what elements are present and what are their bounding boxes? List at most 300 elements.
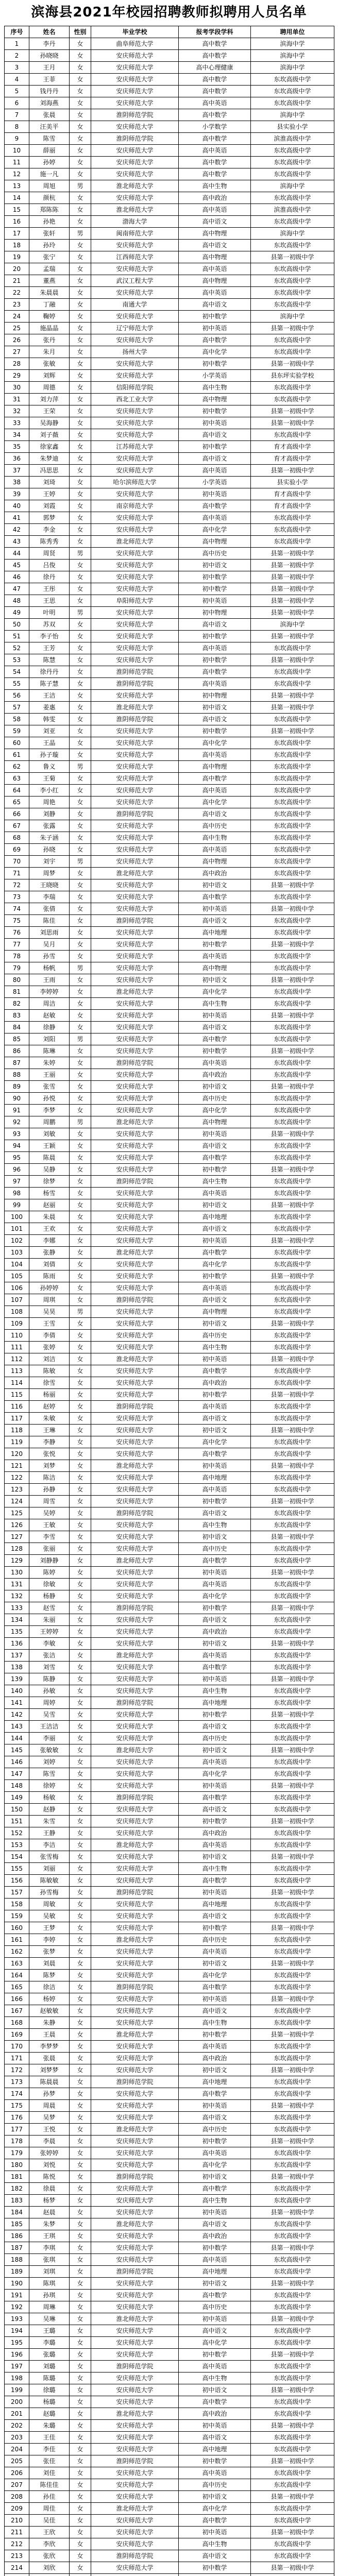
cell-gender: 女 <box>70 1045 91 1057</box>
cell-school: 安庆师范大学 <box>91 571 179 583</box>
cell-subject: 初中英语 <box>179 1993 251 2005</box>
cell-gender: 女 <box>70 251 91 263</box>
cell-school: 安庆师范大学 <box>91 1531 179 1543</box>
cell-gender: 女 <box>70 346 91 358</box>
table-row <box>5 1365 334 1377</box>
cell-gender: 男 <box>70 1033 91 1045</box>
cell-subject: 高中语文 <box>179 1223 251 1235</box>
cell-gender: 女 <box>70 1721 91 1733</box>
cell-index: 179 <box>5 2147 29 2159</box>
cell-gender: 男 <box>70 1116 91 1128</box>
table-row <box>5 974 334 986</box>
cell-employer: 东坎高级中学 <box>251 1069 334 1081</box>
cell-gender: 女 <box>70 725 91 737</box>
cell-name: 徐静 <box>29 1022 70 1033</box>
cell-subject: 小学数学 <box>179 121 251 133</box>
table-row <box>5 1140 334 1152</box>
cell-name: 孙静 <box>29 1484 70 1496</box>
cell-name: 李瑞 <box>29 891 70 903</box>
cell-index: 40 <box>5 500 29 512</box>
cell-gender: 女 <box>70 2064 91 2076</box>
table-row <box>5 1863 334 1875</box>
table-row <box>5 714 334 725</box>
table-row <box>5 74 334 86</box>
cell-subject: 初中语文 <box>179 702 251 714</box>
table-row <box>5 2041 334 2053</box>
cell-index: 47 <box>5 583 29 595</box>
cell-employer: 县第一初级中学 <box>251 465 334 477</box>
cell-gender: 女 <box>70 1851 91 1863</box>
cell-index: 170 <box>5 2041 29 2053</box>
cell-school: 安庆师范大学 <box>91 974 179 986</box>
cell-school: 安庆师范大学 <box>91 749 179 761</box>
cell-subject: 高中生物 <box>179 1342 251 1353</box>
table-row <box>5 2005 334 2017</box>
table-row <box>5 962 334 974</box>
cell-index: 201 <box>5 2408 29 2420</box>
cell-school: 安庆师范大学 <box>91 939 179 951</box>
cell-gender: 女 <box>70 1294 91 1306</box>
cell-index: 184 <box>5 2207 29 2218</box>
cell-school: 淮北师范大学 <box>91 702 179 714</box>
table-row <box>5 1105 334 1116</box>
cell-name: 杨丽 <box>29 1389 70 1401</box>
cell-employer: 东坎高级中学 <box>251 2017 334 2029</box>
cell-index: 185 <box>5 2218 29 2230</box>
cell-subject: 高中生物 <box>179 832 251 844</box>
cell-school: 淮北师范大学 <box>91 1650 179 1662</box>
cell-employer: 育才高级中学 <box>251 453 334 465</box>
cell-subject: 高中语文 <box>179 1413 251 1425</box>
cell-school: 淮阴师范学院 <box>91 1887 179 1899</box>
cell-gender: 女 <box>70 240 91 251</box>
cell-subject: 初中物理 <box>179 690 251 702</box>
cell-employer: 东坎高级中学 <box>251 2254 334 2266</box>
cell-subject: 高中地理 <box>179 2444 251 2455</box>
cell-school: 安庆师范大学 <box>91 1590 179 1602</box>
cell-subject: 初中数学 <box>179 1602 251 1614</box>
cell-subject: 高中地理 <box>179 2266 251 2278</box>
cell-employer: 东坎高级中学 <box>251 642 334 654</box>
cell-employer: 县第一初级中学 <box>251 595 334 607</box>
cell-gender: 女 <box>70 1377 91 1389</box>
cell-gender: 女 <box>70 1342 91 1353</box>
cell-index: 106 <box>5 1282 29 1294</box>
cell-index: 135 <box>5 1626 29 1638</box>
cell-school: 安庆师范大学 <box>91 311 179 323</box>
cell-employer: 东坎高级中学 <box>251 820 334 832</box>
table-row <box>5 453 334 465</box>
cell-subject: 初中英语 <box>179 2207 251 2218</box>
cell-subject: 高中数学 <box>179 1792 251 1804</box>
cell-gender: 女 <box>70 903 91 915</box>
cell-employer: 东坎高级中学 <box>251 382 334 394</box>
cell-school: 安庆师范大学 <box>91 240 179 251</box>
cell-employer: 东坎高级中学 <box>251 1342 334 1353</box>
cell-school <box>91 2574 179 2576</box>
cell-index: 191 <box>5 2290 29 2301</box>
cell-name: 王晶 <box>29 737 70 749</box>
cell-index: 21 <box>5 275 29 287</box>
cell-gender: 女 <box>70 2301 91 2313</box>
cell-school: 安庆师范大学 <box>91 2562 179 2574</box>
cell-index: 116 <box>5 1401 29 1413</box>
cell-employer: 东坎高级中学 <box>251 2183 334 2195</box>
cell-subject: 初中数学 <box>179 631 251 642</box>
cell-name: 王敏 <box>29 1519 70 1531</box>
cell-name: 王婷婷 <box>29 1626 70 1638</box>
cell-gender: 女 <box>70 1626 91 1638</box>
cell-name: 陈敏 <box>29 1365 70 1377</box>
table-row <box>5 323 334 334</box>
cell-index: 66 <box>5 808 29 820</box>
cell-index: 27 <box>5 346 29 358</box>
cell-employer: 东坎高级中学 <box>251 275 334 287</box>
cell-index: 139 <box>5 1673 29 1685</box>
table-row <box>5 737 334 749</box>
cell-employer: 东坎高级中学 <box>251 1140 334 1152</box>
cell-employer: 县第一初级中学 <box>251 702 334 714</box>
cell-subject: 高中英语 <box>179 2254 251 2266</box>
cell-gender: 女 <box>70 1768 91 1780</box>
cell-index: 20 <box>5 263 29 275</box>
cell-school: 安庆师范大学 <box>91 1022 179 1033</box>
cell-index: 206 <box>5 2467 29 2479</box>
cell-gender: 女 <box>70 50 91 62</box>
table-row <box>5 2218 334 2230</box>
cell-subject: 初中数学 <box>179 1270 251 1282</box>
cell-subject: 高中物理 <box>179 856 251 868</box>
cell-subject: 高中化学 <box>179 986 251 998</box>
cell-employer: 县第一初级中学 <box>251 631 334 642</box>
cell-name: 张佳 <box>29 2455 70 2467</box>
cell-gender: 女 <box>70 2337 91 2349</box>
cell-employer: 育才高级中学 <box>251 441 334 453</box>
cell-school: 安庆师范大学 <box>91 725 179 737</box>
cell-index: 128 <box>5 1543 29 1555</box>
cell-employer: 县第一初级中学 <box>251 1673 334 1685</box>
cell-school: 淮北师范大学 <box>91 1247 179 1259</box>
cell-school: 辽宁师范大学 <box>91 323 179 334</box>
cell-name: 叶明 <box>29 607 70 619</box>
cell-name: 李婷婷 <box>29 986 70 998</box>
cell-name: 吴昊 <box>29 1306 70 1318</box>
table-row <box>5 1839 334 1851</box>
cell-school: 安庆师范大学 <box>91 832 179 844</box>
cell-name: 陈佳 <box>29 915 70 927</box>
cell-school: 安庆师范大学 <box>91 631 179 642</box>
table-row <box>5 1413 334 1425</box>
table-row <box>5 1638 334 1650</box>
table-row <box>5 1780 334 1792</box>
cell-school: 安庆师范大学 <box>91 370 179 382</box>
cell-index: 104 <box>5 1259 29 1270</box>
cell-gender: 女 <box>70 2503 91 2515</box>
cell-school: 淮阴师范学院 <box>91 1176 179 1188</box>
cell-subject: 高中语文 <box>179 240 251 251</box>
cell-employer: 东坎高级中学 <box>251 844 334 856</box>
cell-name: 杨帆 <box>29 962 70 974</box>
cell-employer: 东坎高级中学 <box>251 749 334 761</box>
cell-gender: 女 <box>70 2361 91 2372</box>
cell-index: 39 <box>5 488 29 500</box>
cell-index: 148 <box>5 1780 29 1792</box>
cell-index: 127 <box>5 1531 29 1543</box>
cell-index: 96 <box>5 1164 29 1176</box>
cell-subject: 高中历史 <box>179 1733 251 1744</box>
cell-index: 109 <box>5 1318 29 1330</box>
cell-name: 朱丽 <box>29 1614 70 1626</box>
table-row <box>5 2254 334 2266</box>
cell-subject: 高中语文 <box>179 2005 251 2017</box>
cell-subject: 高中地理 <box>179 2076 251 2088</box>
cell-subject: 高中政治 <box>179 1626 251 1638</box>
cell-school: 安庆师范大学 <box>91 2396 179 2408</box>
table-row <box>5 2100 334 2112</box>
cell-subject: 高中数学 <box>179 38 251 50</box>
cell-school: 安庆师范大学 <box>91 2290 179 2301</box>
cell-name: 张丽 <box>29 1543 70 1555</box>
cell-subject: 高中英语 <box>179 951 251 962</box>
cell-index: 162 <box>5 1946 29 1958</box>
cell-gender: 女 <box>70 1105 91 1116</box>
cell-gender: 女 <box>70 571 91 583</box>
cell-gender: 女 <box>70 1188 91 1199</box>
table-row <box>5 536 334 548</box>
cell-subject: 高中英语 <box>179 2361 251 2372</box>
cell-gender: 女 <box>70 654 91 666</box>
cell-employer: 县第一初级中学 <box>251 2527 334 2538</box>
table-row <box>5 1057 334 1069</box>
cell-employer: 东坎高级中学 <box>251 1792 334 1804</box>
table-row <box>5 2242 334 2254</box>
cell-index: 140 <box>5 1685 29 1697</box>
cell-name: 张晨 <box>29 109 70 121</box>
cell-employer: 县第一初级中学 <box>251 1744 334 1756</box>
cell-gender: 女 <box>70 1211 91 1223</box>
cell-gender: 女 <box>70 1022 91 1033</box>
table-row <box>5 2396 334 2408</box>
cell-subject: 初中英语 <box>179 323 251 334</box>
cell-subject: 初中语文 <box>179 2491 251 2503</box>
cell-index: 41 <box>5 512 29 524</box>
cell-name: 杨雪 <box>29 1188 70 1199</box>
cell-school: 安庆师范大学 <box>91 1863 179 1875</box>
cell-index: 60 <box>5 737 29 749</box>
table-row <box>5 477 334 488</box>
cell-name: 陈晨 <box>29 1152 70 1164</box>
table-row <box>5 1069 334 1081</box>
cell-school: 淮阴师范学院 <box>91 2266 179 2278</box>
cell-gender: 女 <box>70 1057 91 1069</box>
cell-name: 刘雪 <box>29 1662 70 1673</box>
cell-school: 安庆师范大学 <box>91 1081 179 1093</box>
cell-name: 朱晨晨 <box>29 287 70 299</box>
cell-gender: 女 <box>70 642 91 654</box>
cell-index: 173 <box>5 2076 29 2088</box>
cell-employer: 县第一初级中学 <box>251 690 334 702</box>
cell-school: 安庆师范大学 <box>91 2005 179 2017</box>
cell-index: 53 <box>5 654 29 666</box>
cell-school: 安庆师范大学 <box>91 1318 179 1330</box>
cell-subject: 高中英语 <box>179 1839 251 1851</box>
cell-name: 王洁 <box>29 690 70 702</box>
cell-school: 安庆师范大学 <box>91 2420 179 2432</box>
cell-school: 安庆师范大学 <box>91 1069 179 1081</box>
cell-school: 安庆师范大学 <box>91 1638 179 1650</box>
table-row <box>5 951 334 962</box>
cell-index: 70 <box>5 856 29 868</box>
cell-subject: 高中心理健康 <box>179 62 251 74</box>
cell-gender: 女 <box>70 1365 91 1377</box>
cell-employer: 东坎高级中学 <box>251 1413 334 1425</box>
table-row <box>5 1152 334 1164</box>
cell-subject: 高中生物 <box>179 2017 251 2029</box>
cell-subject: 高中政治 <box>179 1377 251 1389</box>
cell-name: 刘琪 <box>29 2266 70 2278</box>
cell-gender: 女 <box>70 1448 91 1460</box>
table-row <box>5 168 334 180</box>
cell-school: 安庆师范大学 <box>91 1910 179 1922</box>
cell-name: 朱子涵 <box>29 832 70 844</box>
table-row <box>5 1804 334 1816</box>
cell-subject: 高中英语 <box>179 145 251 157</box>
cell-gender: 女 <box>70 1744 91 1756</box>
cell-employer: 县实验小学 <box>251 477 334 488</box>
cell-school: 安庆师范大学 <box>91 263 179 275</box>
cell-school: 安庆师范大学 <box>91 1496 179 1507</box>
cell-index: 101 <box>5 1223 29 1235</box>
cell-school: 安庆师范大学 <box>91 2254 179 2266</box>
cell-name: 张轩 <box>29 228 70 240</box>
cell-school: 安庆师范大学 <box>91 1827 179 1839</box>
cell-name: 李婷 <box>29 1934 70 1946</box>
cell-school: 安庆师范大学 <box>91 74 179 86</box>
table-row <box>5 2503 334 2515</box>
table-row <box>5 429 334 441</box>
cell-employer: 东坎高级中学 <box>251 1401 334 1413</box>
cell-index: 144 <box>5 1733 29 1744</box>
cell-employer: 东坎高级中学 <box>251 1152 334 1164</box>
table-row <box>5 2515 334 2527</box>
table-row <box>5 2230 334 2242</box>
cell-subject: 高中英语 <box>179 1650 251 1662</box>
cell-subject: 初中英语 <box>179 488 251 500</box>
cell-school: 阜阳师范大学 <box>91 595 179 607</box>
cell-subject: 高中数学 <box>179 334 251 346</box>
cell-name: 王婷 <box>29 488 70 500</box>
cell-employer: 县第一初级中学 <box>251 1128 334 1140</box>
cell-name: 姜惠 <box>29 702 70 714</box>
cell-school: 安庆师范大学 <box>91 2053 179 2064</box>
cell-employer: 东坎高级中学 <box>251 2432 334 2444</box>
cell-index: 159 <box>5 1910 29 1922</box>
cell-index: 37 <box>5 465 29 477</box>
cell-school: 淮阴师范学院 <box>91 1981 179 1993</box>
cell-index: 141 <box>5 1697 29 1709</box>
cell-name: 周雪 <box>29 1496 70 1507</box>
cell-employer: 县第一初级中学 <box>251 1993 334 2005</box>
cell-subject: 初中数学 <box>179 725 251 737</box>
cell-index: 89 <box>5 1081 29 1093</box>
cell-employer: 县第一初级中学 <box>251 571 334 583</box>
cell-employer: 东坎高级中学 <box>251 962 334 974</box>
cell-school: 信阳师范学院 <box>91 382 179 394</box>
cell-name: 张敏 <box>29 358 70 370</box>
cell-subject: 高中语文 <box>179 1022 251 1033</box>
cell-gender: 女 <box>70 311 91 323</box>
cell-index: 2 <box>5 50 29 62</box>
cell-name: 张洁 <box>29 1650 70 1662</box>
cell-employer: 县第一初级中学 <box>251 725 334 737</box>
cell-employer: 育才高级中学 <box>251 488 334 500</box>
cell-gender: 女 <box>70 453 91 465</box>
cell-index: 9 <box>5 133 29 145</box>
table-row <box>5 1721 334 1733</box>
cell-name: 朱晨 <box>29 1211 70 1223</box>
cell-name: 孙敏 <box>29 1685 70 1697</box>
cell-index: 108 <box>5 1306 29 1318</box>
cell-gender: 女 <box>70 2515 91 2527</box>
cell-index: 189 <box>5 2266 29 2278</box>
cell-subject: 高中数学 <box>179 891 251 903</box>
cell-school: 安庆师范大学 <box>91 737 179 749</box>
table-row <box>5 1543 334 1555</box>
cell-subject: 高中历史 <box>179 1543 251 1555</box>
cell-school: 安庆师范大学 <box>91 1780 179 1792</box>
cell-gender: 女 <box>70 844 91 856</box>
cell-employer: 县第一初级中学 <box>251 1922 334 1934</box>
cell-name: 刘辉 <box>29 370 70 382</box>
cell-gender: 女 <box>70 1235 91 1247</box>
cell-subject: 高中化学 <box>179 1105 251 1116</box>
cell-school: 安庆师范大学 <box>91 1804 179 1816</box>
cell-gender: 女 <box>70 394 91 405</box>
cell-employer: 东坎高级中学 <box>251 168 334 180</box>
cell-gender: 女 <box>70 263 91 275</box>
cell-employer: 东坎高级中学 <box>251 1294 334 1306</box>
cell-index: 138 <box>5 1662 29 1673</box>
cell-school: 淮阴师范学院 <box>91 678 179 690</box>
cell-school: 安庆师范大学 <box>91 2100 179 2112</box>
cell-subject: 高中历史 <box>179 548 251 560</box>
cell-subject: 初中英语 <box>179 1887 251 1899</box>
cell-index: 137 <box>5 1650 29 1662</box>
cell-employer: 县第一初级中学 <box>251 1851 334 1863</box>
cell-employer: 县第一初级中学 <box>251 879 334 891</box>
cell-name: 陈子慧 <box>29 678 70 690</box>
cell-employer: 东坎高级中学 <box>251 2159 334 2171</box>
cell-subject: 高中地理 <box>179 1211 251 1223</box>
cell-gender <box>70 2574 91 2576</box>
cell-gender: 女 <box>70 1531 91 1543</box>
cell-school: 安庆师范大学 <box>91 2384 179 2396</box>
table-row <box>5 1164 334 1176</box>
cell-index: 150 <box>5 1804 29 1816</box>
cell-school: 淮阴师范学院 <box>91 1792 179 1804</box>
cell-name: 吴月 <box>29 939 70 951</box>
cell-subject: 高中政治 <box>179 192 251 204</box>
cell-employer: 县第一初级中学 <box>251 1496 334 1507</box>
cell-school: 安庆师范大学 <box>91 1946 179 1958</box>
table-row <box>5 2349 334 2361</box>
cell-name: 朱梦 <box>29 2218 70 2230</box>
table-row <box>5 121 334 133</box>
cell-gender: 女 <box>70 2538 91 2550</box>
cell-school: 安庆师范大学 <box>91 951 179 962</box>
cell-gender: 女 <box>70 1839 91 1851</box>
cell-index: 57 <box>5 702 29 714</box>
